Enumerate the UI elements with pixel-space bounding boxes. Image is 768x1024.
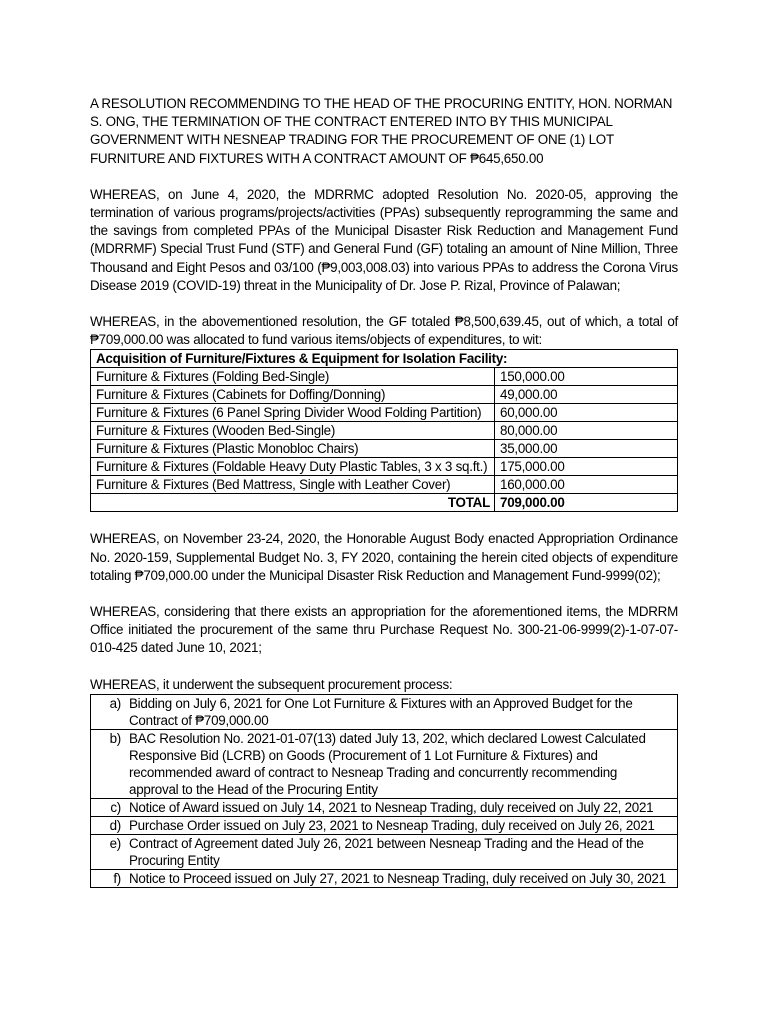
expenditure-description: Furniture & Fixtures (Foldable Heavy Duty Plastic Tables, 3 x 3 sq.ft.) [91, 458, 495, 476]
expenditure-amount: 49,000.00 [495, 386, 678, 404]
expenditure-table-heading-row [91, 350, 678, 368]
expenditure-row [91, 404, 678, 422]
expenditure-amount: 80,000.00 [495, 422, 678, 440]
expenditure-description: Furniture & Fixtures (Bed Mattress, Single with Leather Cover) [91, 476, 495, 494]
whereas-paragraph-5: WHEREAS, it underwent the subsequent procurement process: [90, 676, 453, 692]
spacer [90, 512, 678, 530]
expenditure-table-heading: Acquisition of Furniture/Fixtures & Equipment for Isolation Facility: [91, 350, 678, 368]
expenditure-description: Furniture & Fixtures (Plastic Monobloc Chairs) [91, 440, 495, 458]
resolution-title: A RESOLUTION RECOMMENDING TO THE HEAD OF THE PROCURING ENTITY, HON. NORMAN S. ONG, THE TERMINATION OF THE CONTRACT ENTERED INTO BY THIS MUNICIPAL GOVERNMENT WITH NESNEAP TRADING FOR THE PROCUREMENT OF ONE (1) LOT FURNITURE AND FIXTURES WITH A CONTRACT AMOUNT OF ₱645,650.00 [90, 96, 673, 166]
process-item-marker: c) [91, 798, 130, 816]
process-row [91, 816, 678, 834]
expenditure-amount: 175,000.00 [495, 458, 678, 476]
process-item-text: Purchase Order issued on July 23, 2021 to Nesneap Trading, duly received on July 26, 2021 [129, 816, 678, 834]
whereas-paragraph-3: WHEREAS, on November 23-24, 2020, the Honorable August Body enacted Appropriation Ordinance No. 2020-159, Supplemental Budget No. 3, FY 2020, containing the herein cited objects of expenditure totaling ₱709,000.00 under the Municipal Disaster Risk Reduction and Management Fund-9999(02); [90, 531, 678, 583]
process-item-text: Bidding on July 6, 2021 for One Lot Furniture & Fixtures with an Approved Budget for the Contract of ₱709,000.00 [129, 694, 678, 729]
expenditure-row [91, 476, 678, 494]
expenditure-table [90, 349, 678, 512]
expenditure-amount: 60,000.00 [495, 404, 678, 422]
process-item-marker: a) [91, 694, 130, 729]
expenditure-description: Furniture & Fixtures (Folding Bed-Single) [91, 368, 495, 386]
expenditure-amount: 160,000.00 [495, 476, 678, 494]
procurement-process-table [90, 694, 678, 888]
whereas-paragraph-1: WHEREAS, on June 4, 2020, the MDRRMC adopted Resolution No. 2020-05, approving the termination of various programs/projects/activities (PPAs) subsequently reprogramming the same and the savings from completed PPAs of the Municipal Disaster Risk Reduction and Management Fund (MDRRMF) Special Trust Fund (STF) and General Fund (GF) totaling an amount of Nine Million, Three Thousand and Eight Pesos and 03/100 (₱9,003,008.03) into various PPAs to address the Corona Virus Disease 2019 (COVID-19) threat in the Municipality of Dr. Jose P. Rizal, Province of Palawan; [90, 186, 678, 293]
expenditure-row [91, 440, 678, 458]
process-row [91, 694, 678, 729]
process-item-text: Contract of Agreement dated July 26, 2021 between Nesneap Trading and the Head of the Procuring Entity [129, 834, 678, 869]
expenditure-row [91, 458, 678, 476]
process-item-marker: f) [91, 869, 130, 887]
total-label: TOTAL [91, 494, 495, 512]
process-item-text: Notice of Award issued on July 14, 2021 to Nesneap Trading, duly received on July 22, 2021 [129, 798, 678, 816]
expenditure-total-row [91, 494, 678, 512]
expenditure-description: Furniture & Fixtures (6 Panel Spring Divider Wood Folding Partition) [91, 404, 495, 422]
whereas-paragraph-2: WHEREAS, in the abovementioned resolution, the GF totaled ₱8,500,639.45, out of which, a total of ₱709,000.00 was allocated to fund various items/objects of expenditures, to wit: [90, 314, 678, 348]
process-row [91, 834, 678, 869]
process-item-marker: e) [91, 834, 130, 869]
process-row [91, 798, 678, 816]
expenditure-description: Furniture & Fixtures (Cabinets for Doffing/Donning) [91, 386, 495, 404]
process-item-marker: d) [91, 816, 130, 834]
process-item-text: Notice to Proceed issued on July 27, 2021 to Nesneap Trading, duly received on July 30, 2021 [129, 869, 678, 887]
process-row [91, 729, 678, 798]
expenditure-amount: 35,000.00 [495, 440, 678, 458]
expenditure-amount: 150,000.00 [495, 368, 678, 386]
expenditure-description: Furniture & Fixtures (Wooden Bed-Single) [91, 422, 495, 440]
process-row [91, 869, 678, 887]
document-page [90, 95, 678, 888]
process-item-text: BAC Resolution No. 2021-01-07(13) dated July 13, 202, which declared Lowest Calculated Responsive Bid (LCRB) on Goods (Procurement of 1 Lot Furniture & Fixtures) and recommended award of contract to Nesneap Trading and concurrently recommending approval to the Head of the Procuring Entity [129, 729, 678, 798]
whereas-paragraph-4: WHEREAS, considering that there exists an appropriation for the aforementioned items, the MDRRM Office initiated the procurement of the same thru Purchase Request No. 300-21-06-9999(2)-1-07-07-010-425 dated June 10, 2021; [90, 604, 678, 656]
expenditure-row [91, 368, 678, 386]
process-item-marker: b) [91, 729, 130, 798]
expenditure-row [91, 386, 678, 404]
expenditure-row [91, 422, 678, 440]
total-value: 709,000.00 [495, 494, 678, 512]
